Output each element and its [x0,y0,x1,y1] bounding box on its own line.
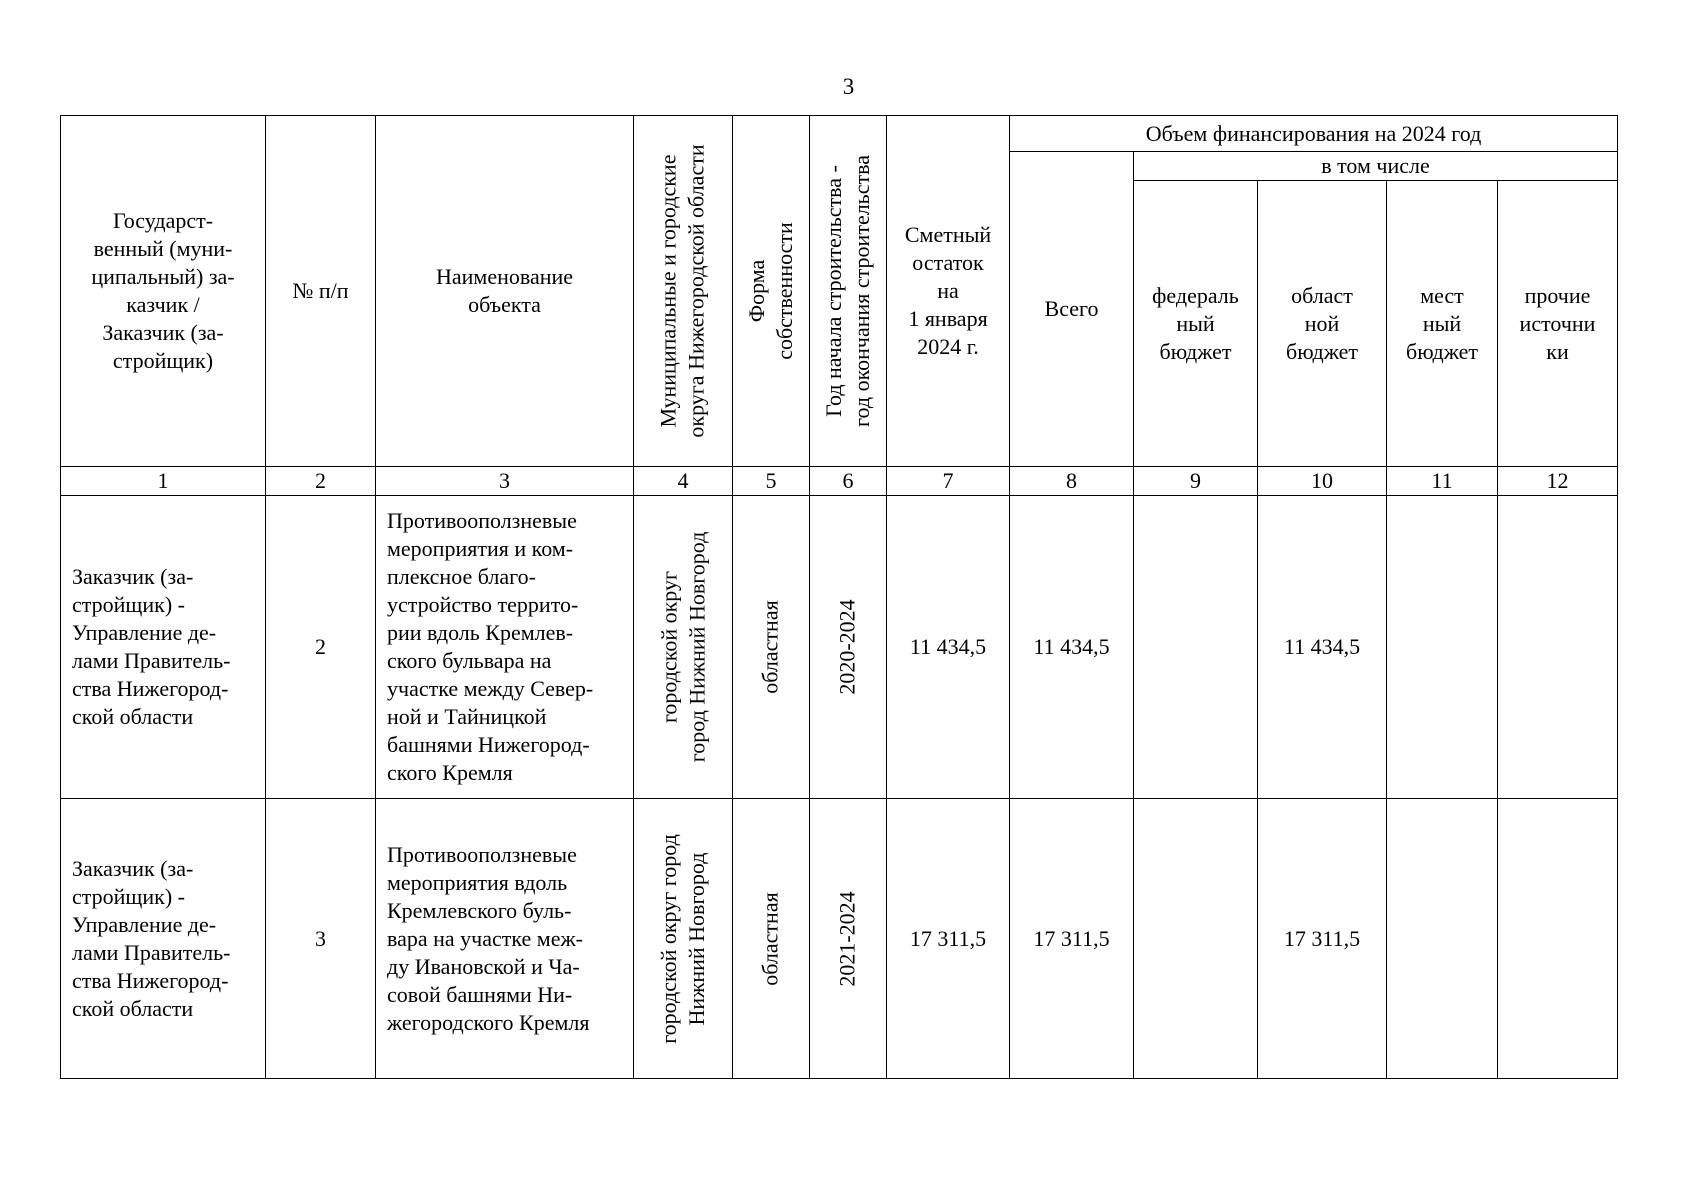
column-number: 2 [266,467,376,496]
header-other: прочие источни ки [1498,181,1618,467]
row-years: 2020-2024 [810,496,887,799]
column-number: 3 [376,467,634,496]
column-number: 10 [1258,467,1387,496]
header-federal: федераль ный бюджет [1134,181,1258,467]
column-number: 5 [733,467,810,496]
header-regional: област ной бюджет [1258,181,1387,467]
row-object: Противооползневые мероприятия и ком- плексное благо- устройство террито- рии вдоль Кремлев- ского бульвара на участке между Север- ной и Тайницкой башнями Нижегород- ского Кремля [376,496,634,799]
row-regional: 11 434,5 [1258,496,1387,799]
header-districts: Муниципальные и городские округа Нижегородской области [634,116,733,467]
table-row [61,496,1618,799]
row-years: 2021-2024 [810,799,887,1079]
column-number: 9 [1134,467,1258,496]
row-federal [1134,799,1258,1079]
row-number: 3 [266,799,376,1079]
row-district: городской округ город Нижний Новгород [634,799,733,1079]
column-number: 4 [634,467,733,496]
row-local [1387,496,1498,799]
column-number: 7 [887,467,1010,496]
row-number: 2 [266,496,376,799]
row-ownership: областная [733,496,810,799]
row-total: 11 434,5 [1010,496,1134,799]
row-other [1498,496,1618,799]
row-estimate: 17 311,5 [887,799,1010,1079]
row-local [1387,799,1498,1079]
row-ownership: областная [733,799,810,1079]
header-ownership: Форма собственности [733,116,810,467]
header-local: мест ный бюджет [1387,181,1498,467]
financing-table [60,115,1618,1079]
table-row [61,799,1618,1079]
header-estimate: Сметный остаток на 1 января 2024 г. [887,116,1010,467]
column-number: 12 [1498,467,1618,496]
row-regional: 17 311,5 [1258,799,1387,1079]
header-financing-title: Объем финансирования на 2024 год [1010,116,1618,152]
column-number-row [61,467,1618,496]
header-object-name: Наименование объекта [376,116,634,467]
header-row-number: № п/п [266,116,376,467]
column-number: 1 [61,467,266,496]
header-including: в том числе [1134,152,1618,181]
column-number: 8 [1010,467,1134,496]
column-number: 6 [810,467,887,496]
row-total: 17 311,5 [1010,799,1134,1079]
row-estimate: 11 434,5 [887,496,1010,799]
header-years: Год начала строительства - год окончания строительства [810,116,887,467]
row-object: Противооползневые мероприятия вдоль Кремлевского буль- вара на участке меж- ду Ивановской и Ча- совой башнями Ни- жегородского Кремля [376,799,634,1079]
row-customer: Заказчик (за- стройщик) - Управление де- лами Правитель- ства Нижегород- ской области [61,799,266,1079]
row-federal [1134,496,1258,799]
row-district: городской округ город Нижний Новгород [634,496,733,799]
column-number: 11 [1387,467,1498,496]
row-other [1498,799,1618,1079]
header-customer: Государст- венный (муни- ципальный) за- казчик / Заказчик (за- стройщик) [61,116,266,467]
page-number: 3 [842,74,855,99]
row-customer: Заказчик (за- стройщик) - Управление де- лами Правитель- ства Нижегород- ской области [61,496,266,799]
header-total: Всего [1010,152,1134,467]
